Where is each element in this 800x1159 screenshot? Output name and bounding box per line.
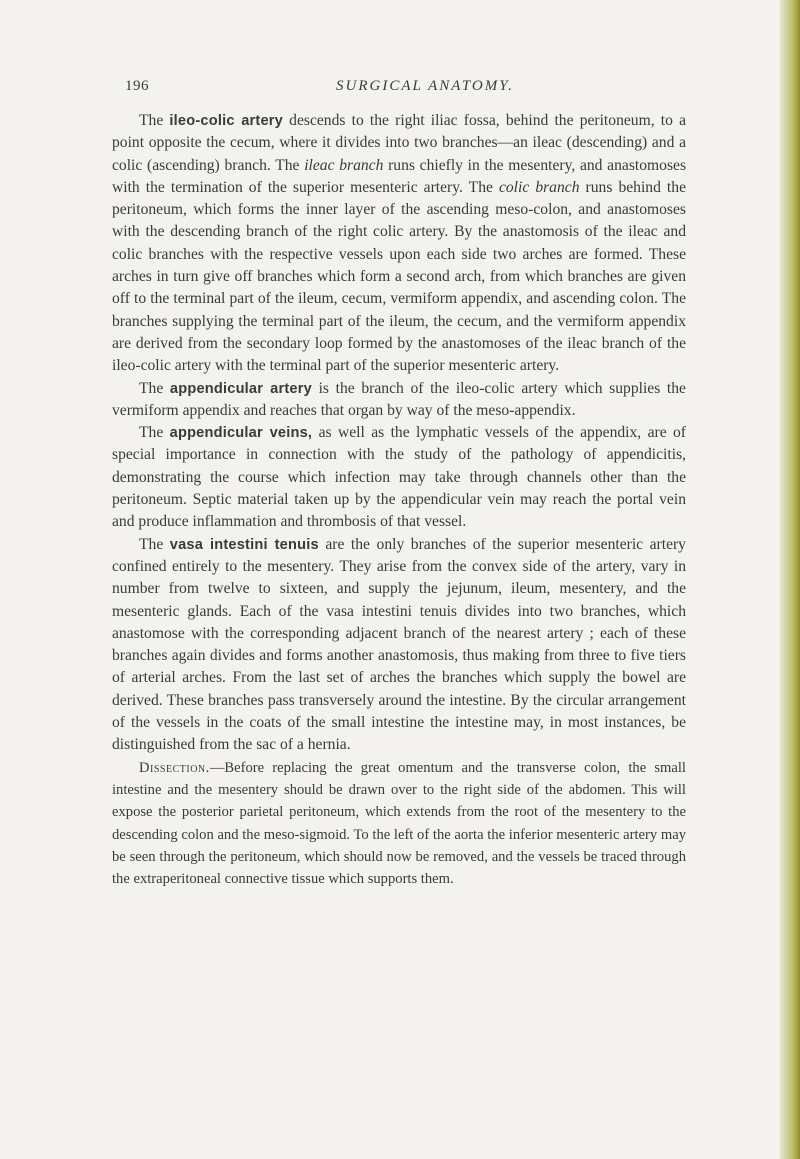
paragraph-dissection [112,757,686,891]
paragraph-vasa-intestini-tenuis [112,534,686,757]
paragraph-ileo-colic-artery [112,110,686,378]
page-header [125,78,685,102]
running-head: SURGICAL ANATOMY. [336,78,514,94]
text-run: as well as the lymphatic vessels of the appendix, are of special importance in connection with the study of the pathology of appendicitis, demonstrating the course which infection may take through channels other than the peritoneum. Septic material taken up by the appendicular vein may reach the portal vein and produce inflammation and thrombosis of that vessel. [112,424,686,531]
dissection-label: Dissection. [139,759,210,776]
paragraph-appendicular-artery [112,378,686,423]
term-ileo-colic-artery: ileo-colic artery [169,113,283,129]
text-run: The [139,535,170,553]
italic-colic-branch: colic branch [498,178,580,196]
text-run: The [139,379,170,397]
text-run: descends to the right iliac fossa, behind the peritoneum, to a point opposite the cecum, where it divides into two branches—an ileac (descending) and a colic (ascending) branch. The [112,112,686,174]
page-number: 196 [125,78,149,94]
page-edge-shading [780,0,800,1159]
term-vasa-intestini-tenuis: vasa intestini tenuis [169,536,319,553]
text-run: runs chiefly in the mesentery, and anastomoses with the termination of the superior mesenteric artery. The [112,156,687,196]
term-appendicular-artery: appendicular artery [169,380,312,397]
text-run: is the branch of the ileo-colic artery which supplies the vermiform appendix and reaches that organ by way of the meso-appendix. [112,379,686,419]
italic-ileac-branch: ileac branch [304,156,384,174]
body-text [112,110,686,890]
dissection-section [112,757,686,891]
paragraph-appendicular-veins [112,422,686,533]
text-run: runs behind the peritoneum, which forms the inner layer of the ascending meso-colon, and anastomoses with the descending branch of the right colic artery. By the anastomosis of the ileac and colic branches with the respective vessels upon each side two arches are formed. These arches in turn give off branches which form a second arch, from which branches are given off to the terminal part of the ileum, cecum, vermiform appendix, and ascending colon. The branches supplying the terminal part of the ileum, the cecum, and the vermiform appendix are derived from the secondary loop formed by the anastomoses of the ileac branch of the ileo-colic artery with the terminal part of the superior mesenteric artery. [112,178,686,375]
text-run: are the only branches of the superior mesenteric artery confined entirely to the mesentery. They arise from the convex side of the artery, vary in number from twelve to sixteen, and supply the jejunum, ileum, mesentery, and the mesenteric glands. Each of the vasa intestini tenuis divides into two branches, which anastomose with the corresponding adjacent branch of the nearest artery ; each of these branches again divides and forms another anastomosis, thus making from three to five tiers of arterial arches. From the last set of arches the branches which supply the bowel are derived. These branches pass transversely around the intestine. By the circular arrangement of the vessels in the coats of the small intestine the intestine may, in most instances, be distinguished from the sac of a hernia. [112,535,686,754]
term-appendicular-veins: appendicular veins, [169,425,313,442]
text-run: The [139,424,170,442]
text-run: —Before replacing the great omentum and the transverse colon, the small intestine and the mesentery should be drawn over to the right side of the abdomen. This will expose the posterior parietal peritoneum, which extends from the root of the mesentery to the descending colon and the meso-sigmoid. To the left of the aorta the inferior mesenteric artery may be seen through the peritoneum, which should now be removed, and the vessels be traced through the extraperitoneal connective tissue which supports them. [112,759,686,888]
text-run: The [139,112,170,129]
